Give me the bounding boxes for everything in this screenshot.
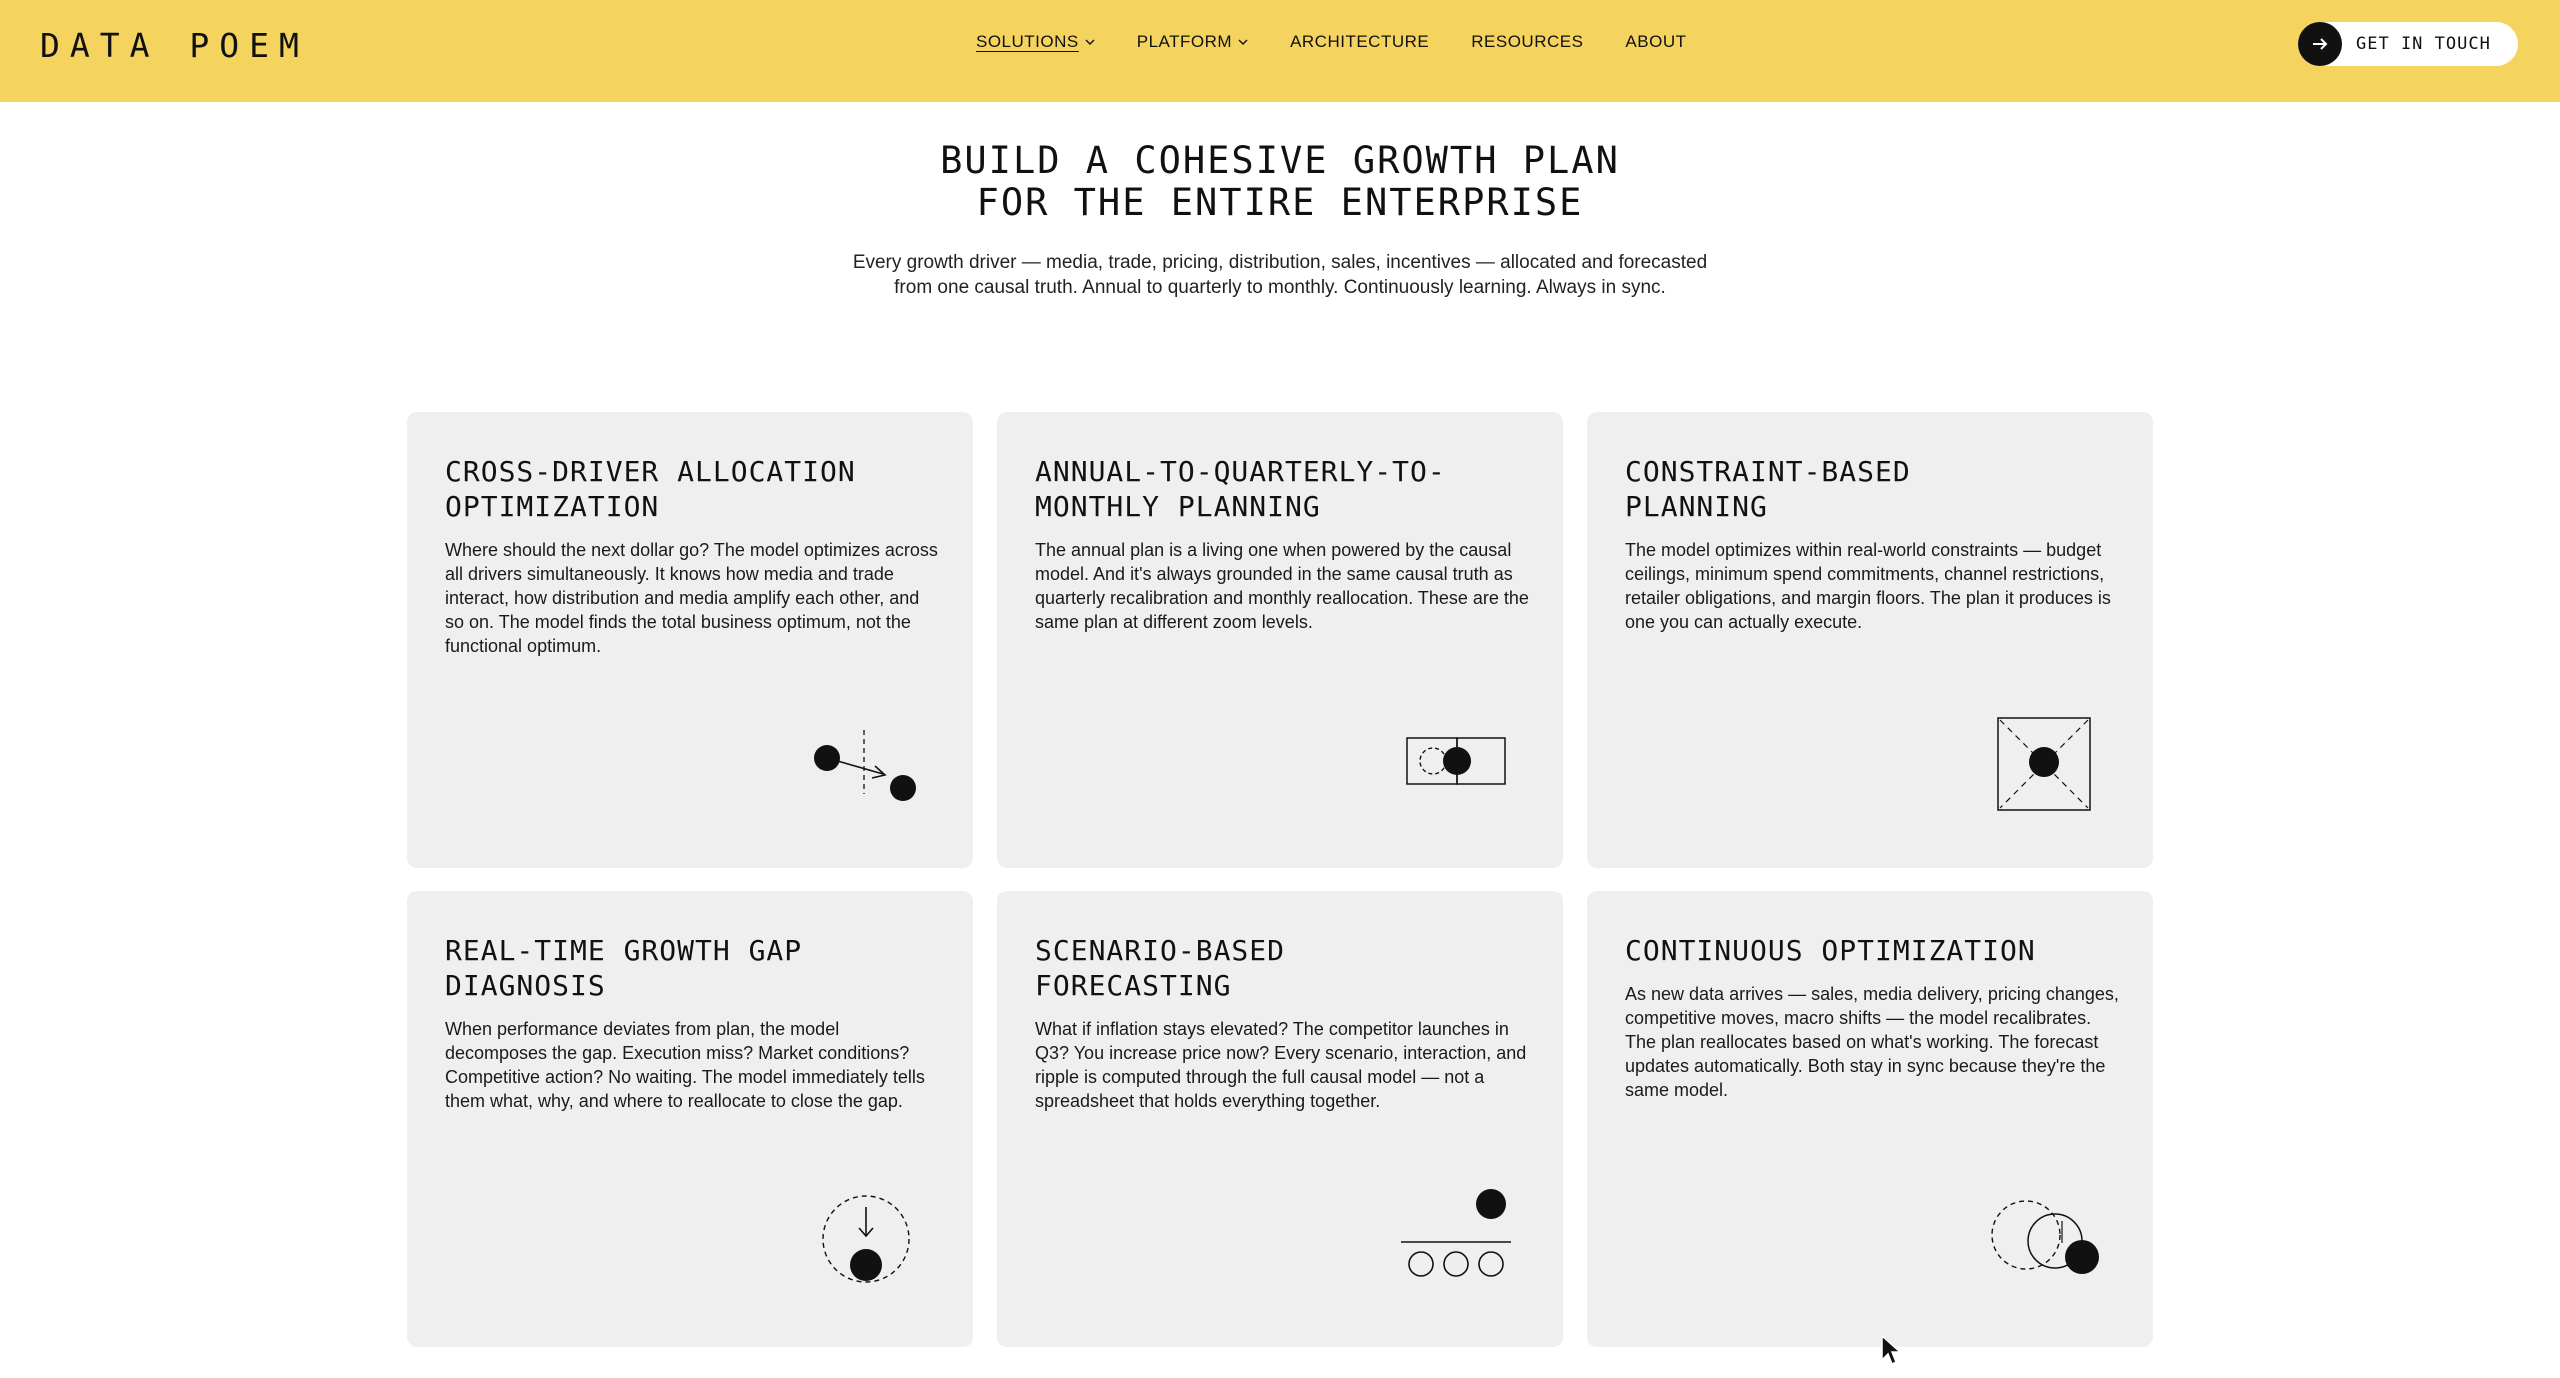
title-line: FOR THE ENTIRE ENTERPRISE [976,181,1584,224]
card-title: REAL-TIME GROWTH GAP DIAGNOSIS [445,934,803,1002]
continuous-icon [1988,1199,2108,1279]
card-text: As new data arrives — sales, media delivery, pricing changes, competitive moves, macro shifts — the model recalibrates. The plan reallocates based on what's working. The forecast updates automatically. Both stay in sync because they're the same model. [1625,984,2119,1100]
card-title: ANNUAL-TO-QUARTERLY-TO-MONTHLY PLANNING [1035,455,1446,523]
logo[interactable]: DATA POEM [40,26,309,65]
card-growth-gap-diagnosis [407,891,973,1347]
subtitle-line: Every growth driver — media, trade, pricing, distribution, sales, incentives — allocated and forecasted [852,252,1708,273]
card-annual-quarterly-monthly [997,412,1563,868]
card-scenario-based-forecasting [997,891,1563,1347]
card-constraint-based-planning [1587,412,2153,868]
nav-label: SOLUTIONS [976,32,1079,51]
planning-icon [1405,734,1509,788]
subtitle-line: from one causal truth. Annual to quarterly to monthly. Continuously learning. Always in sync. [894,277,1666,298]
page-subtitle [780,250,1780,300]
cta-label: GET IN TOUCH [2356,34,2491,54]
nav-architecture[interactable] [1290,32,1429,52]
title-line: BUILD A COHESIVE GROWTH PLAN [940,139,1620,182]
nav-about[interactable] [1625,32,1686,52]
chevron-down-icon [1085,37,1095,47]
card-text: When performance deviates from plan, the model decomposes the gap. Execution miss? Market conditions? Competitive action? No waiting. The model immediately tells them what, why, and where to reallocate to close the gap. [445,1019,925,1111]
get-in-touch-button[interactable] [2298,22,2518,66]
card-cross-driver-allocation [407,412,973,868]
nav-platform[interactable] [1137,32,1248,52]
card-text: The annual plan is a living one when powered by the causal model. And it's always grounded in the same causal truth as quarterly recalibration and monthly reallocation. These are the same plan at different zoom levels. [1035,540,1529,632]
card-title: CROSS-DRIVER ALLOCATION OPTIMIZATION [445,455,856,523]
card-text: What if inflation stays elevated? The competitor launches in Q3? You increase price now? Every scenario, interaction, and ripple is computed through the full causal model — not a spreadsheet that holds everything together. [1035,1019,1527,1111]
nav-label: RESOURCES [1471,32,1584,51]
card-text: The model optimizes within real-world constraints — budget ceilings, minimum spend commitments, channel restrictions, retailer obligations, and margin floors. The plan it produces is one you can actually execute. [1625,540,2111,632]
site-header [0,0,2560,102]
card-title: SCENARIO-BASED FORECASTING [1035,934,1286,1002]
card-title: CONTINUOUS OPTIMIZATION [1625,934,2036,967]
nav-solutions[interactable] [976,32,1095,52]
arrow-right-icon [2298,22,2342,66]
allocation-icon [807,722,927,802]
nav-resources[interactable] [1471,32,1583,52]
nav-label: ARCHITECTURE [1290,32,1430,51]
nav-label: PLATFORM [1136,32,1233,51]
nav-label: ABOUT [1625,32,1687,51]
constraint-icon [1996,716,2094,814]
page-title [0,140,2560,224]
main-nav [976,32,1728,52]
mouse-cursor-icon [1880,1334,1902,1366]
chevron-down-icon [1238,37,1248,47]
scenario-icon [1399,1187,1513,1287]
card-continuous-optimization [1587,891,2153,1347]
card-title: CONSTRAINT-BASED PLANNING [1625,455,1911,523]
card-text: Where should the next dollar go? The model optimizes across all drivers simultaneously. It knows how media and trade interact, how distribution and media amplify each other, and so on. The model finds the total business optimum, not the functional optimum. [445,540,938,656]
diagnosis-icon [819,1193,915,1289]
